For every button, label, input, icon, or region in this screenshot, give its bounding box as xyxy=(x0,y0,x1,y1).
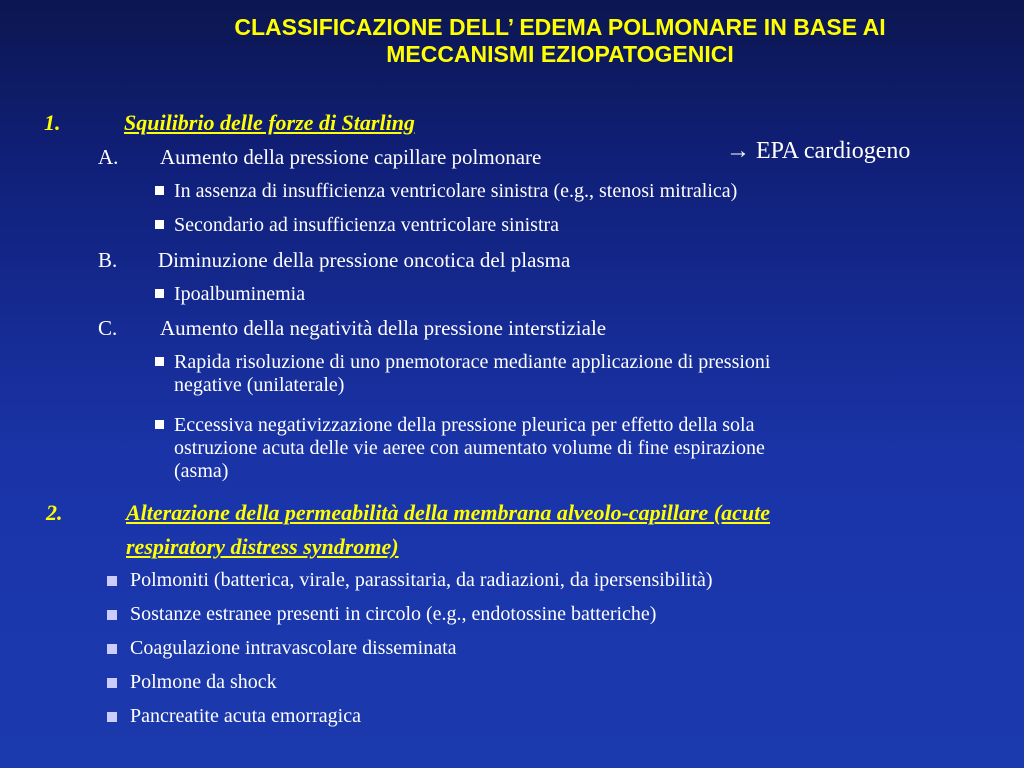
section1-number: 1. xyxy=(44,110,61,135)
bullet-square-icon xyxy=(155,186,164,195)
section2-bullet-4: Polmone da shock xyxy=(130,671,277,693)
slide-title-line1: CLASSIFICAZIONE DELL’ EDEMA POLMONARE IN BASE AI xyxy=(234,14,886,40)
section2-bullet-3: Coagulazione intravascolare disseminata xyxy=(130,637,457,659)
section1-note: → EPA cardiogeno xyxy=(726,138,911,164)
slide-title-line2: MECCANISMI EZIOPATOGENICI xyxy=(386,41,734,67)
subsection-c-letter: C. xyxy=(98,316,118,340)
bullet-square-icon xyxy=(107,576,117,586)
bullet-square-icon xyxy=(107,712,117,722)
bullet-square-icon xyxy=(107,678,117,688)
bullet-square-icon xyxy=(155,357,164,366)
section1-title: Squilibrio delle forze di Starling xyxy=(124,110,415,135)
bullet-square-icon xyxy=(107,644,117,654)
section2-title-line1: Alterazione della permeabilità della membrana alveolo-capillare (acute xyxy=(126,500,771,525)
section2-title-line2: respiratory distress syndrome) xyxy=(126,534,399,559)
subsection-a-letter: A. xyxy=(98,145,119,169)
bullet-a2: Secondario ad insufficienza ventricolare sinistra xyxy=(174,214,560,236)
section2-bullet-2: Sostanze estranee presenti in circolo (e.g., endotossine batteriche) xyxy=(130,603,657,625)
section2-bullet-1: Polmoniti (batterica, virale, parassitaria, da radiazioni, da ipersensibilità) xyxy=(130,569,713,591)
subsection-b-letter: B. xyxy=(98,248,118,272)
bullet-square-icon xyxy=(107,610,117,620)
bullet-square-icon xyxy=(155,289,164,298)
subsection-a-text: Aumento della pressione capillare polmonare xyxy=(160,145,542,169)
bullet-c1-line1: Rapida risoluzione di uno pnemotorace mediante applicazione di pressioni xyxy=(174,351,771,373)
subsection-b-text: Diminuzione della pressione oncotica del plasma xyxy=(158,248,571,272)
bullet-square-icon xyxy=(155,420,164,429)
section2-bullet-5: Pancreatite acuta emorragica xyxy=(130,705,361,727)
bullet-c2-line2: ostruzione acuta delle vie aeree con aumentato volume di fine espirazione xyxy=(174,437,765,459)
subsection-c-text: Aumento della negatività della pressione interstiziale xyxy=(160,316,607,340)
bullet-c2 xyxy=(174,414,765,483)
bullet-c2-line1: Eccessiva negativizzazione della pressione pleurica per effetto della sola xyxy=(174,414,755,436)
bullet-square-icon xyxy=(155,220,164,229)
section2-number: 2. xyxy=(46,500,63,525)
bullet-c1 xyxy=(174,351,770,397)
slide-title xyxy=(130,14,990,68)
bullet-b1: Ipoalbuminemia xyxy=(174,283,306,305)
bullet-a1: In assenza di insufficienza ventricolare sinistra (e.g., stenosi mitralica) xyxy=(174,180,738,202)
bullet-c2-line3: (asma) xyxy=(174,460,229,482)
bullet-c1-line2: negative (unilaterale) xyxy=(174,374,345,396)
